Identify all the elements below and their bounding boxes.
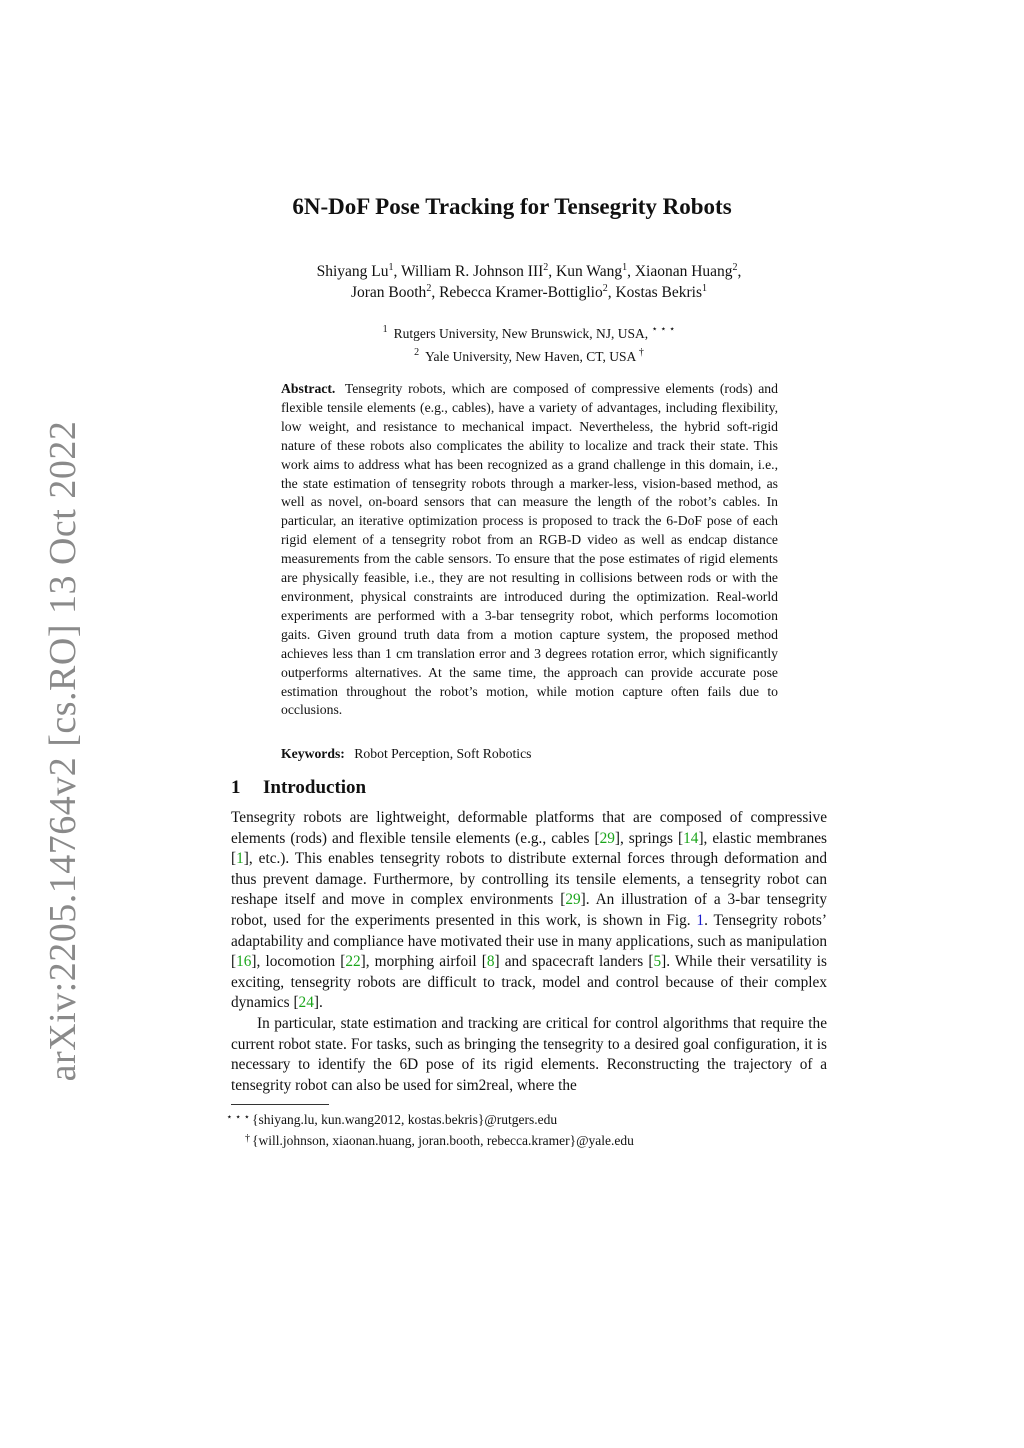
author-affiliation-mark: 2: [732, 262, 738, 273]
paragraph: [231, 808, 827, 1014]
affiliation-line: [0, 343, 1024, 366]
author-affiliation-mark: 1: [702, 283, 708, 294]
citation-link[interactable]: 29: [565, 891, 581, 909]
abstract-label: Abstract.: [281, 381, 336, 396]
keywords-text: Robot Perception, Soft Robotics: [354, 746, 532, 761]
citation-link[interactable]: 24: [298, 994, 314, 1012]
text-run: ]. While their versatility is exciting, tensegrity robots are difficult to track, model and control because of their complex dynamics [: [231, 953, 827, 1012]
author-name: , Rebecca Kramer-Bottiglio: [431, 284, 603, 301]
section-number: 1: [231, 777, 241, 798]
author-list: [0, 261, 1024, 303]
arxiv-identifier-stamp: arXiv:2205.14764v2 [cs.RO] 13 Oct 2022: [42, 420, 84, 1082]
affiliation-text: Yale University, New Haven, CT, USA: [425, 349, 636, 364]
author-name: , Xiaonan Huang: [627, 263, 733, 280]
keywords-label: Keywords:: [281, 746, 345, 761]
text-run: ], springs [: [614, 829, 684, 847]
paragraph: In particular, state estimation and tracking are critical for control algorithms that require the current robot state. For tasks, such as bringing the tensegrity to a desired goal configuration, it is necessary to identify the 6D pose of its rigid elements. Reconstructing the trajectory of a tensegrity robot can also be used for sim2real, where the: [231, 1014, 827, 1094]
citation-link[interactable]: 22: [345, 953, 361, 971]
text-run: ] and spacecraft landers [: [494, 953, 654, 971]
text-run: Tensegrity robots are lightweight, deformable platforms that are composed of compressive elements (rods) and flexible tensile elements (e.g., cables [: [231, 809, 827, 847]
affiliation-list: [0, 320, 1024, 366]
abstract: [281, 380, 778, 720]
footnote-mark: †: [638, 347, 644, 358]
citation-link[interactable]: 16: [236, 953, 252, 971]
abstract-text: Tensegrity robots, which are composed of compressive elements (rods) and flexible tensile elements (e.g., cables), have a variety of advantages, including flexibility, low weight, and resistance to mechanical impact. Nevertheless, the hybrid soft-rigid nature of these robots also complicates the ability to localize and track their state. This work aims to address what has been recognized as a grand challenge in this domain, i.e., the state estimation of tensegrity robots through a marker-less, vision-based method, as well as novel, on-board sensors that can measure the length of the robot’s cables. In particular, an iterative optimization process is proposed to track the 6-DoF pose of each rigid element of a tensegrity robot from an RGB-D video as well as endcap distance measurements from the cable sensors. To ensure that the pose estimates of rigid elements are physically feasible, i.e., they are not resulting in collisions between rods or with the environment, physical constraints are introduced during the optimization. Real-world experiments are performed with a 3-bar tensegrity robot, which performs locomotion gaits. Given ground truth data from a motion capture system, the proposed method achieves less than 1 cm translation error and 3 degrees rotation error, which significantly outperforms alternatives. At the same time, the approach can provide accurate pose estimation throughout the robot’s motion, while motion capture often fails due to occlusions.: [281, 381, 778, 718]
text-run: . Tensegrity robots’ adaptability and compliance have motivated their use in many applications, such as manipulation [: [231, 911, 827, 971]
author-separator: ,: [737, 263, 742, 280]
author-name: , Kostas Bekris: [607, 284, 703, 301]
author-affiliation-mark: 2: [426, 283, 432, 294]
footnote-mark: ⋆ ⋆ ⋆: [651, 324, 676, 335]
footnote: [214, 1109, 834, 1130]
text-run: ]. An illustration of a 3-bar tensegrity robot, used for the experiments presented in this work, is shown in Fig.: [231, 891, 827, 929]
citation-link[interactable]: 14: [683, 829, 699, 847]
text-run: ], locomotion [: [251, 953, 346, 971]
footnotes: [214, 1109, 834, 1150]
affiliation-number: 2: [414, 347, 420, 358]
section-heading: [231, 777, 366, 799]
affiliation-line: [0, 320, 1024, 343]
author-name: , Kun Wang: [548, 263, 623, 280]
paper-title: 6N-DoF Pose Tracking for Tensegrity Robots: [292, 194, 732, 219]
section-title: Introduction: [263, 777, 367, 798]
footnote-mark: †: [245, 1132, 250, 1144]
citation-link[interactable]: 8: [486, 953, 495, 971]
figure-reference-link[interactable]: 1: [696, 911, 705, 929]
citation-link[interactable]: 29: [599, 829, 615, 847]
text-run: ], morphing airfoil [: [360, 953, 487, 971]
text-run: ], etc.). This enables tensegrity robots to distribute external forces through deformation and thus prevent damage. Furthermore, by controlling its tensile elements, a tensegrity robot can reshape itself and move in complex environments [: [231, 850, 827, 909]
author-affiliation-mark: 1: [622, 262, 628, 273]
affiliation-text: Rutgers University, New Brunswick, NJ, USA,: [393, 326, 649, 341]
author-affiliation-mark: 2: [602, 283, 608, 294]
footnote-mark: ⋆ ⋆ ⋆: [226, 1112, 250, 1123]
author-name: , William R. Johnson III: [393, 263, 544, 280]
affiliation-number: 1: [382, 324, 388, 335]
citation-link[interactable]: 5: [653, 953, 662, 971]
footnote-divider: [231, 1104, 329, 1105]
author-name: Joran Booth: [350, 284, 427, 301]
keywords: [281, 745, 778, 764]
footnote: [214, 1130, 834, 1151]
footnote-text: {shiyang.lu, kun.wang2012, kostas.bekris}@rutgers.edu: [252, 1112, 558, 1127]
author-affiliation-mark: 2: [543, 262, 549, 273]
footnote-text: {will.johnson, xiaonan.huang, joran.booth, rebecca.kramer}@yale.edu: [252, 1132, 634, 1148]
citation-link[interactable]: 1: [236, 850, 244, 868]
text-run: ].: [313, 994, 323, 1012]
text-run: ], elastic membranes [: [231, 829, 827, 868]
introduction-body: [231, 808, 827, 1096]
author-affiliation-mark: 1: [388, 262, 394, 273]
author-name: Shiyang Lu: [316, 263, 389, 280]
